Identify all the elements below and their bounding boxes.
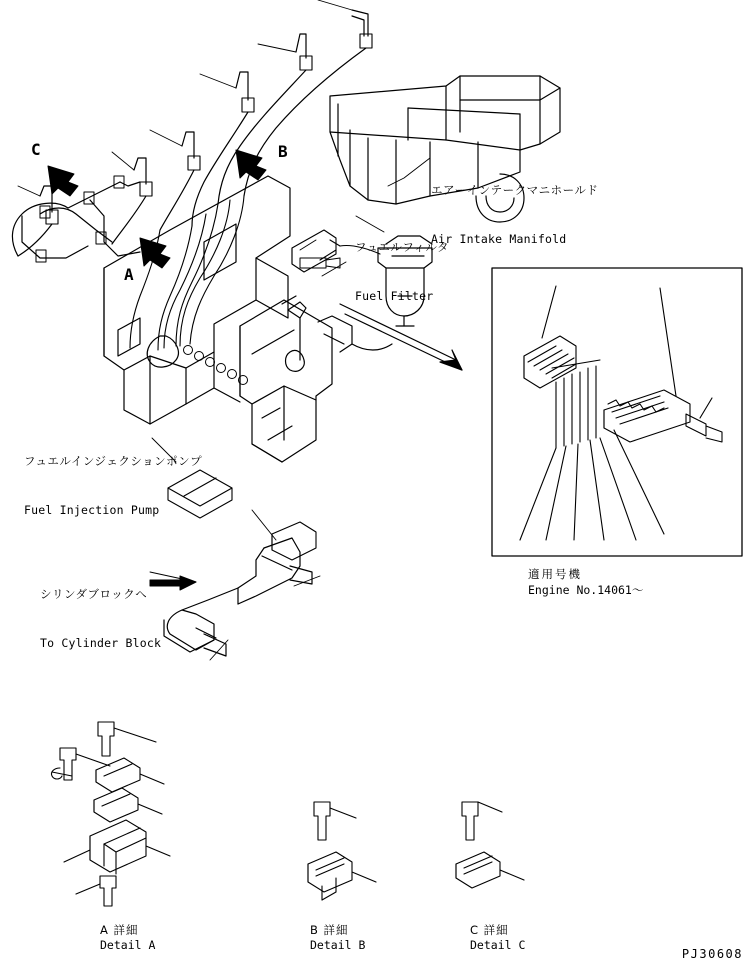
- inset-contents: [520, 286, 722, 540]
- detail-b-caption-en: Detail B: [310, 938, 366, 952]
- label-air-intake-manifold-jp: エアーインテークマニホールド: [431, 182, 599, 197]
- detail-c-caption-en: Detail C: [470, 938, 526, 952]
- label-to-cylinder-block-jp: シリンダブロックへ: [40, 586, 148, 601]
- inset-caption: [528, 566, 643, 598]
- detail-a-caption-en: Detail A: [100, 938, 156, 952]
- cylinder-block-pipe: [164, 538, 312, 656]
- detail-a-caption: [100, 922, 155, 952]
- label-to-cylinder-block: [40, 552, 161, 685]
- detail-b-drawing: [308, 802, 376, 900]
- label-to-cylinder-block-en: To Cylinder Block: [40, 635, 162, 650]
- detail-b-caption: [310, 922, 365, 952]
- drawing-number: PJ30608: [681, 947, 743, 961]
- callout-c: C: [31, 140, 41, 159]
- callout-b: B: [278, 142, 288, 161]
- nozzle-ends: [184, 346, 248, 385]
- label-fuel-injection-pump-jp: フュエルインジェクションポンプ: [24, 453, 203, 468]
- label-fuel-injection-pump-en: Fuel Injection Pump: [24, 502, 160, 517]
- callout-a: A: [124, 265, 134, 284]
- pipe-bundle: [18, 48, 366, 256]
- detail-a-drawing: [51, 722, 170, 906]
- pipe-nuts: [46, 34, 372, 224]
- detail-b-caption-jp: B 詳細: [310, 923, 349, 937]
- label-fuel-filter: [355, 205, 449, 338]
- leader-lines-top: [18, 0, 352, 196]
- inset-box: [492, 268, 742, 556]
- detail-c-caption-jp: C 詳細: [470, 923, 509, 937]
- detail-c-drawing: [456, 802, 524, 888]
- injection-pump-body: [240, 300, 332, 462]
- pump-side-bracket: [292, 230, 336, 272]
- label-fuel-filter-en: Fuel Filter: [355, 288, 434, 303]
- inset-caption-jp: 適用号機: [528, 567, 582, 581]
- label-air-intake-manifold-en: Air Intake Manifold: [431, 231, 567, 246]
- inset-caption-en: Engine No.14061〜: [528, 583, 644, 597]
- label-fuel-injection-pump: [24, 419, 202, 552]
- label-fuel-filter-jp: フュエルフィルタ: [355, 239, 450, 254]
- detail-c-caption: [470, 922, 525, 952]
- nozzle-tubes: [130, 196, 244, 350]
- label-air-intake-manifold: [431, 148, 598, 281]
- engine-block-outline: [104, 176, 290, 424]
- detail-a-caption-jp: A 詳細: [100, 923, 139, 937]
